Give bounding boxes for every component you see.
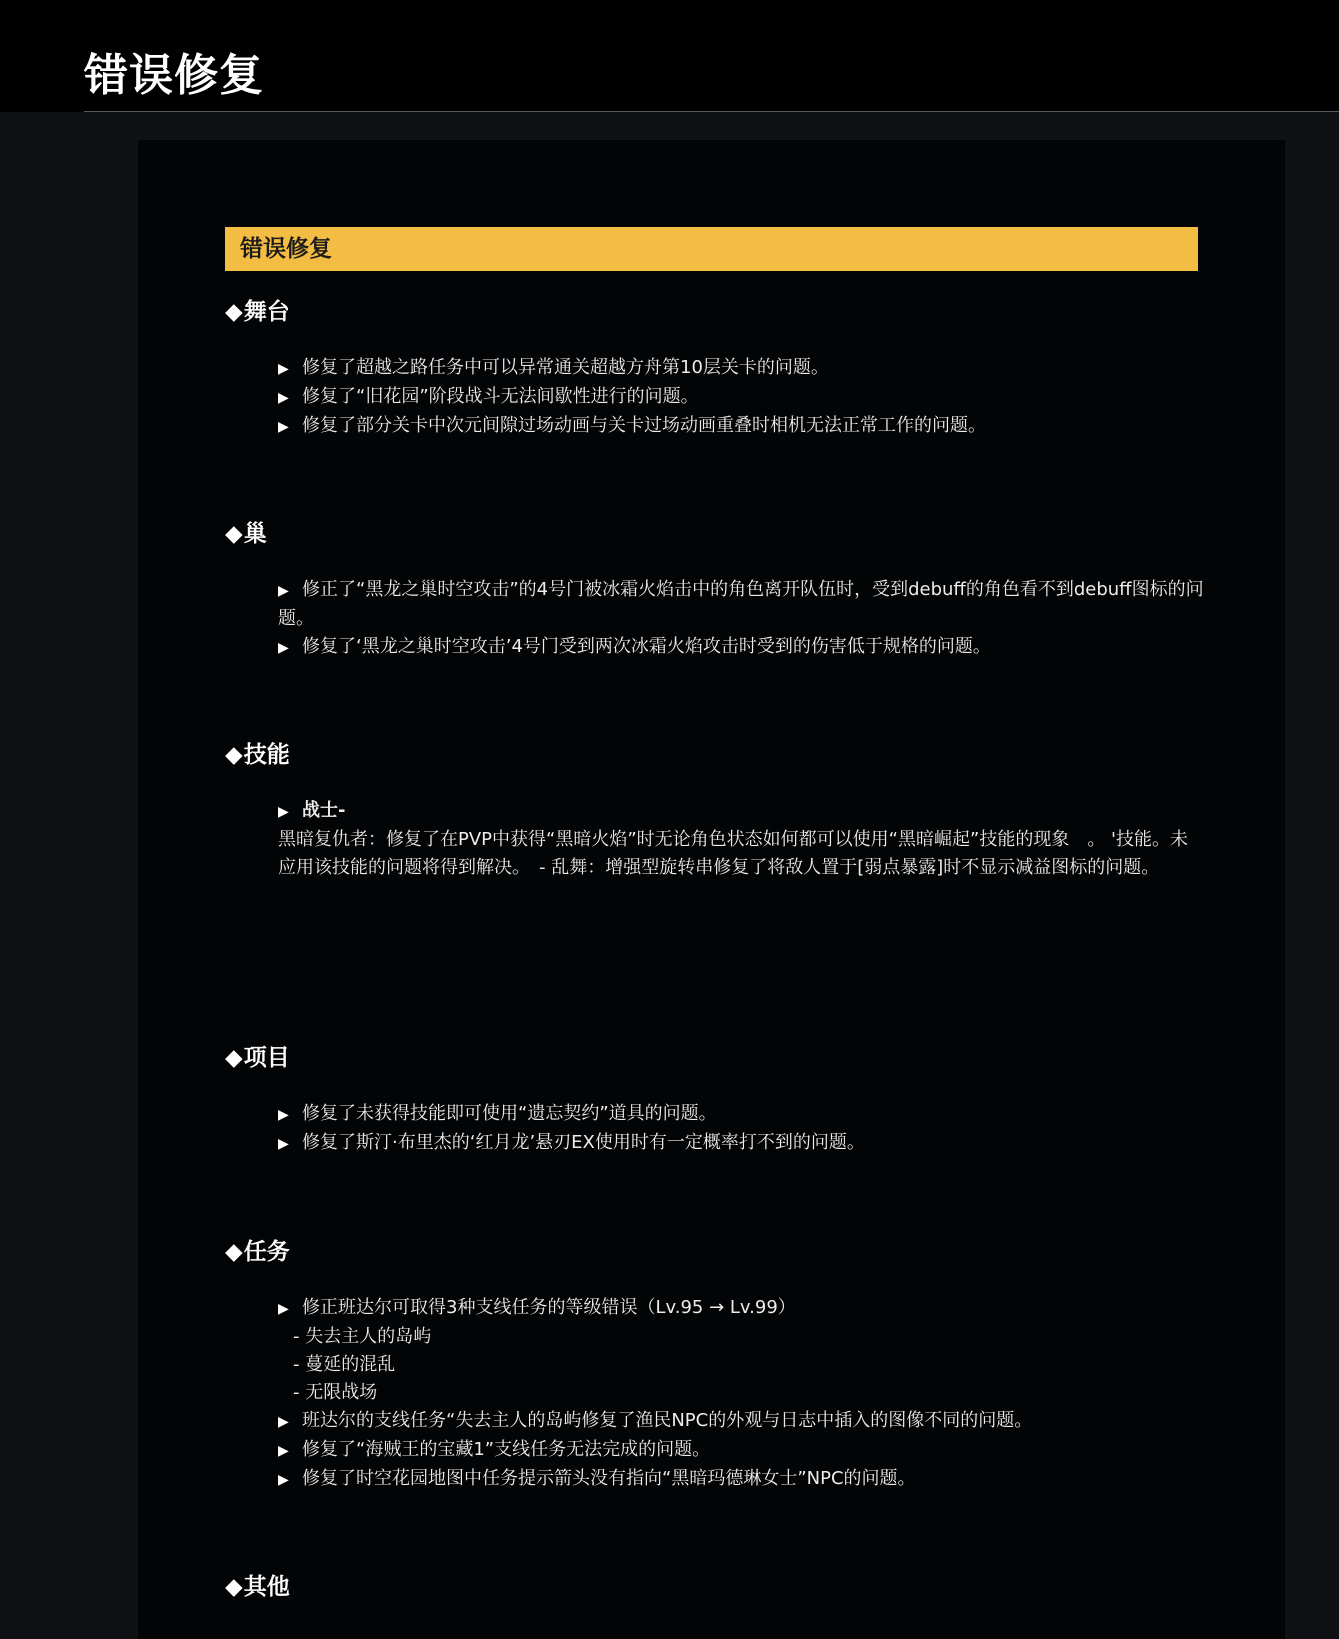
section-skill	[225, 740, 1205, 882]
section-heading-label: 舞台	[243, 299, 290, 325]
triangle-bullet-icon: ▶	[278, 390, 289, 406]
diamond-bullet-icon: ◆	[225, 299, 243, 325]
triangle-bullet-icon: ▶	[278, 640, 289, 656]
triangle-bullet-icon: ▶	[278, 361, 289, 377]
section-nest	[225, 519, 1205, 662]
list-item	[278, 797, 1205, 826]
section-other	[225, 1572, 1205, 1602]
triangle-bullet-icon: ▶	[278, 1443, 289, 1459]
section-heading-other	[225, 1572, 1205, 1602]
list-item-text: 修复了超越之路任务中可以异常通关超越方舟第10层关卡的问题。	[302, 357, 829, 378]
section-heading-item	[225, 1043, 1205, 1073]
list-item	[278, 1100, 1205, 1129]
section-heading-quest	[225, 1237, 1205, 1267]
item-list	[225, 1100, 1205, 1158]
section-banner: 错误修复	[225, 227, 1198, 271]
skill-list	[225, 797, 1205, 826]
list-item-text: 修复了未获得技能即可使用“遗忘契约”道具的问题。	[302, 1103, 717, 1124]
list-item	[278, 383, 1205, 412]
list-item	[278, 1465, 1205, 1494]
section-heading-stage	[225, 297, 1205, 327]
sub-list-item: - 失去主人的岛屿	[293, 1326, 432, 1347]
list-item-text: 修复了‘黑龙之巢时空攻击’4号门受到两次冰霜火焰攻击时受到的伤害低于规格的问题。	[302, 636, 991, 657]
section-heading-skill	[225, 740, 1205, 770]
page-title: 错误修复	[84, 50, 264, 101]
nest-list	[225, 576, 1205, 662]
content-card	[138, 140, 1285, 1639]
sub-list-item: - 蔓延的混乱	[293, 1354, 396, 1375]
section-quest	[225, 1237, 1205, 1494]
triangle-bullet-icon: ▶	[278, 1301, 289, 1317]
diamond-bullet-icon: ◆	[225, 1574, 243, 1600]
list-item-text: 修正班达尔可取得3种支线任务的等级错误（Lv.95 → Lv.99）	[302, 1297, 796, 1318]
list-item-text: 班达尔的支线任务“失去主人的岛屿修复了渔民NPC的外观与日志中插入的图像不同的问题。	[302, 1410, 1033, 1431]
list-item	[278, 1129, 1205, 1158]
list-item	[278, 1436, 1205, 1465]
list-item	[278, 354, 1205, 383]
list-item	[278, 576, 1205, 633]
section-stage	[225, 297, 1205, 441]
triangle-bullet-icon: ▶	[278, 419, 289, 435]
list-item	[278, 1407, 1205, 1436]
triangle-bullet-icon: ▶	[278, 1107, 289, 1123]
page-header	[0, 0, 1339, 112]
section-heading-nest	[225, 519, 1205, 549]
list-item-text: 修复了“海贼王的宝藏1”支线任务无法完成的问题。	[302, 1439, 711, 1460]
diamond-bullet-icon: ◆	[225, 521, 243, 547]
list-item-text: 修复了斯汀·布里杰的‘红月龙’悬刃EX使用时有一定概率打不到的问题。	[302, 1132, 865, 1153]
diamond-bullet-icon: ◆	[225, 742, 243, 768]
header-divider	[84, 111, 1339, 112]
quest-list	[225, 1294, 1205, 1494]
triangle-bullet-icon: ▶	[278, 1472, 289, 1488]
section-heading-label: 其他	[243, 1574, 290, 1600]
class-label: 战士-	[302, 800, 346, 821]
sub-list-item: - 无限战场	[293, 1382, 378, 1403]
stage-list	[225, 354, 1205, 441]
list-item	[278, 1294, 1205, 1323]
triangle-bullet-icon: ▶	[278, 804, 289, 820]
section-item	[225, 1043, 1205, 1158]
diamond-bullet-icon: ◆	[225, 1239, 243, 1265]
triangle-bullet-icon: ▶	[278, 1136, 289, 1152]
list-item-text: 修复了时空花园地图中任务提示箭头没有指向“黑暗玛德琳女士”NPC的问题。	[302, 1468, 916, 1489]
skill-paragraph: 黑暗复仇者：修复了在PVP中获得“黑暗火焰”时无论角色状态如何都可以使用“黑暗崛起”技能的现象 。 '技能。未应用该技能的问题将得到解决。 - 乱舞：增强型旋转串修复了将敌人置于[弱点暴露]时不显示减益图标的问题。	[278, 829, 1188, 878]
list-item-text: 修复了部分关卡中次元间隙过场动画与关卡过场动画重叠时相机无法正常工作的问题。	[302, 415, 986, 436]
list-item-text: 修正了“黑龙之巢时空攻击”的4号门被冰霜火焰击中的角色离开队伍时，受到debuff的角色看不到debuff图标的问题。	[278, 579, 1204, 629]
section-heading-label: 项目	[243, 1045, 290, 1071]
list-item-text: 修复了“旧花园”阶段战斗无法间歇性进行的问题。	[302, 386, 699, 407]
section-heading-label: 巢	[243, 521, 267, 547]
list-item	[278, 633, 1205, 662]
triangle-bullet-icon: ▶	[278, 583, 289, 599]
section-heading-label: 技能	[243, 742, 290, 768]
list-item	[278, 412, 1205, 441]
section-heading-label: 任务	[243, 1239, 290, 1265]
triangle-bullet-icon: ▶	[278, 1414, 289, 1430]
diamond-bullet-icon: ◆	[225, 1045, 243, 1071]
